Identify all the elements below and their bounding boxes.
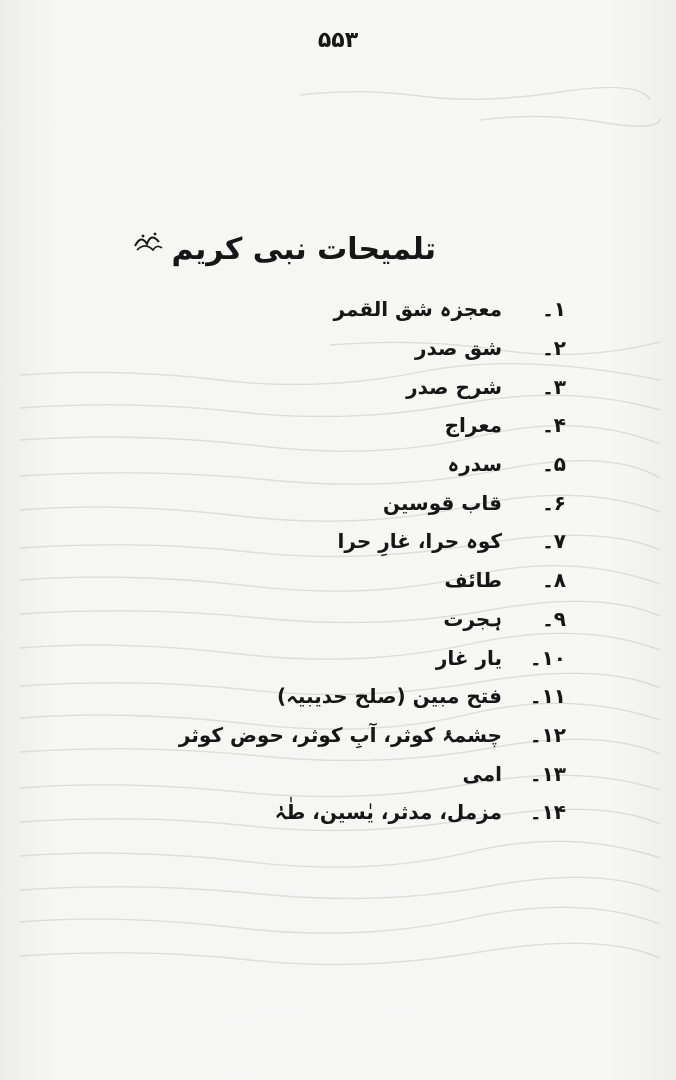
allusions-list	[178, 290, 566, 832]
list-item	[236, 677, 566, 716]
item-number: ۵۔	[542, 452, 566, 477]
list-item	[236, 406, 566, 445]
list-item	[236, 561, 566, 600]
item-number: ۱۱۔	[529, 684, 566, 709]
list-item	[236, 483, 566, 522]
item-number: ۸۔	[542, 568, 566, 593]
item-text: قاب قوسین	[382, 490, 502, 515]
item-number: ۶۔	[542, 490, 566, 515]
item-number: ۴۔	[542, 413, 566, 438]
list-item	[236, 754, 566, 793]
item-number: ۱۔	[542, 297, 566, 322]
item-number: ۱۴۔	[529, 800, 566, 825]
list-item	[236, 329, 566, 368]
item-text: طائف	[444, 568, 502, 593]
item-text: شق صدر	[414, 336, 502, 361]
item-text: شرح صدر	[406, 374, 502, 399]
item-number: ۹۔	[542, 606, 566, 631]
honorific-icon	[131, 228, 165, 254]
item-text: ہجرت	[443, 606, 502, 631]
item-text: فتح مبین (صلح حدیبیہ)	[277, 684, 502, 709]
item-text: یار غار	[435, 645, 502, 670]
list-item	[236, 793, 566, 832]
page-number: ۵۵۳	[317, 28, 359, 53]
item-number: ۳۔	[542, 374, 566, 399]
item-number: ۱۰۔	[529, 645, 566, 670]
list-item	[236, 445, 566, 484]
list-item	[236, 522, 566, 561]
list-item	[236, 290, 566, 329]
list-item	[236, 367, 566, 406]
item-text: کوہ حرا، غارِ حرا	[337, 529, 502, 554]
item-text: چشمۂ کوثر، آبِ کوثر، حوض کوثر	[178, 722, 502, 747]
item-text: معراج	[444, 413, 502, 438]
item-text: سدرہ	[447, 452, 502, 477]
item-text: مزمل، مدثر، یٰسین، طٰہٰ	[274, 800, 502, 825]
item-number: ۷۔	[542, 529, 566, 554]
item-number: ۲۔	[542, 336, 566, 361]
item-text: معجزہ شق القمر	[333, 297, 502, 322]
heading-row	[131, 228, 436, 272]
item-text: امی	[462, 761, 502, 786]
item-number: ۱۳۔	[529, 761, 566, 786]
item-number: ۱۲۔	[529, 722, 566, 747]
list-item	[178, 716, 566, 755]
page-title: تلمیحات نبی کریم	[171, 232, 436, 267]
list-item	[236, 638, 566, 677]
list-item	[236, 600, 566, 639]
